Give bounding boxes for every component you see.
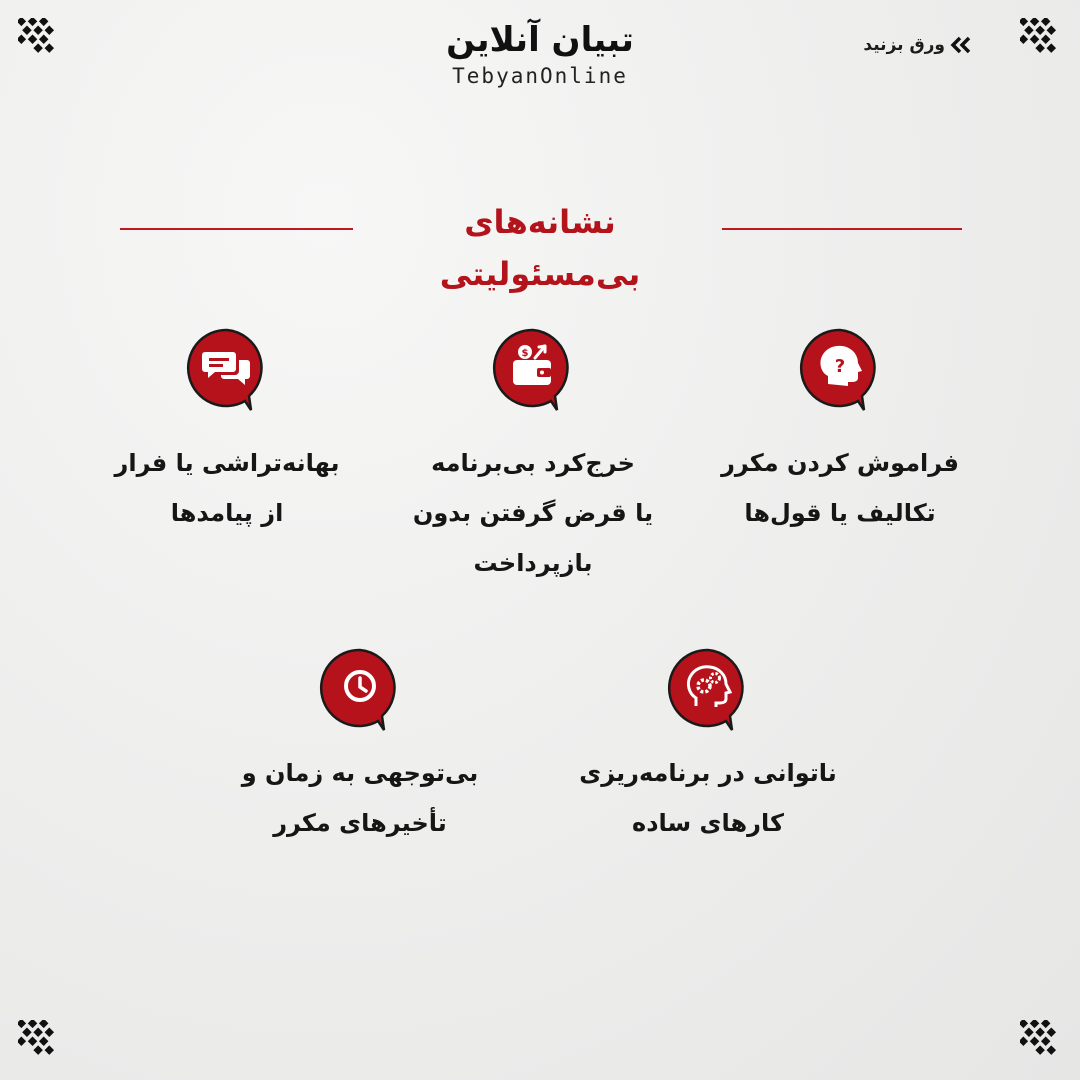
- chat-bubbles-icon: [185, 326, 269, 412]
- title-rule-left: [120, 228, 353, 230]
- sign-text: [200, 748, 520, 848]
- sign-text: [77, 438, 377, 538]
- swipe-label: ورق بزنید: [863, 35, 945, 55]
- sign-text-line: یا قرض گرفتن بدون: [412, 499, 654, 527]
- sign-text-line: بهانه‌تراشی یا فرار: [114, 449, 340, 477]
- svg-text:?: ?: [834, 356, 846, 377]
- page-title: نشانه‌های بی‌مسئولیتی: [439, 203, 641, 293]
- sign-item-time: [200, 646, 520, 848]
- head-gears-icon: [666, 646, 750, 732]
- sign-text-line: فراموش کردن مکرر: [721, 449, 959, 477]
- sign-text-line: کارهای ساده: [632, 809, 784, 837]
- sign-item-forgetting: [690, 326, 990, 538]
- head-question-icon: [798, 326, 882, 412]
- sign-text: [690, 438, 990, 538]
- sign-text-line: تأخیرهای مکرر: [273, 809, 447, 837]
- sign-text-line: ناتوانی در برنامه‌ریزی: [579, 759, 837, 787]
- swipe-hint[interactable]: [858, 32, 973, 58]
- sign-item-spending: [383, 326, 683, 588]
- corner-dots-bottom-left: [18, 1020, 56, 1058]
- sign-item-excuses: [77, 326, 377, 538]
- brand-logo: [390, 18, 690, 88]
- sign-text: [558, 748, 858, 848]
- brand-name-persian: تبیان آنلاین: [446, 20, 634, 60]
- sign-item-planning: [558, 646, 858, 848]
- wallet-money-icon: [491, 326, 575, 412]
- sign-text-line: بازپرداخت: [473, 549, 593, 577]
- double-chevron-left-icon: [949, 35, 973, 55]
- sign-text-line: خرج‌کرد بی‌برنامه: [431, 449, 635, 477]
- svg-text:$: $: [521, 348, 529, 359]
- corner-dots-top-right: [1020, 18, 1058, 56]
- brand-name-latin: TebyanOnline: [452, 64, 628, 88]
- sign-text-line: بی‌توجهی به زمان و: [241, 759, 479, 787]
- corner-dots-bottom-right: [1020, 1020, 1058, 1058]
- sign-text-line: تکالیف یا قول‌ها: [744, 499, 936, 527]
- sign-text-line: از پیامدها: [170, 499, 284, 527]
- clock-icon: [318, 646, 402, 732]
- sign-text: [383, 438, 683, 588]
- corner-dots-top-left: [18, 18, 56, 56]
- title-rule-right: [722, 228, 962, 230]
